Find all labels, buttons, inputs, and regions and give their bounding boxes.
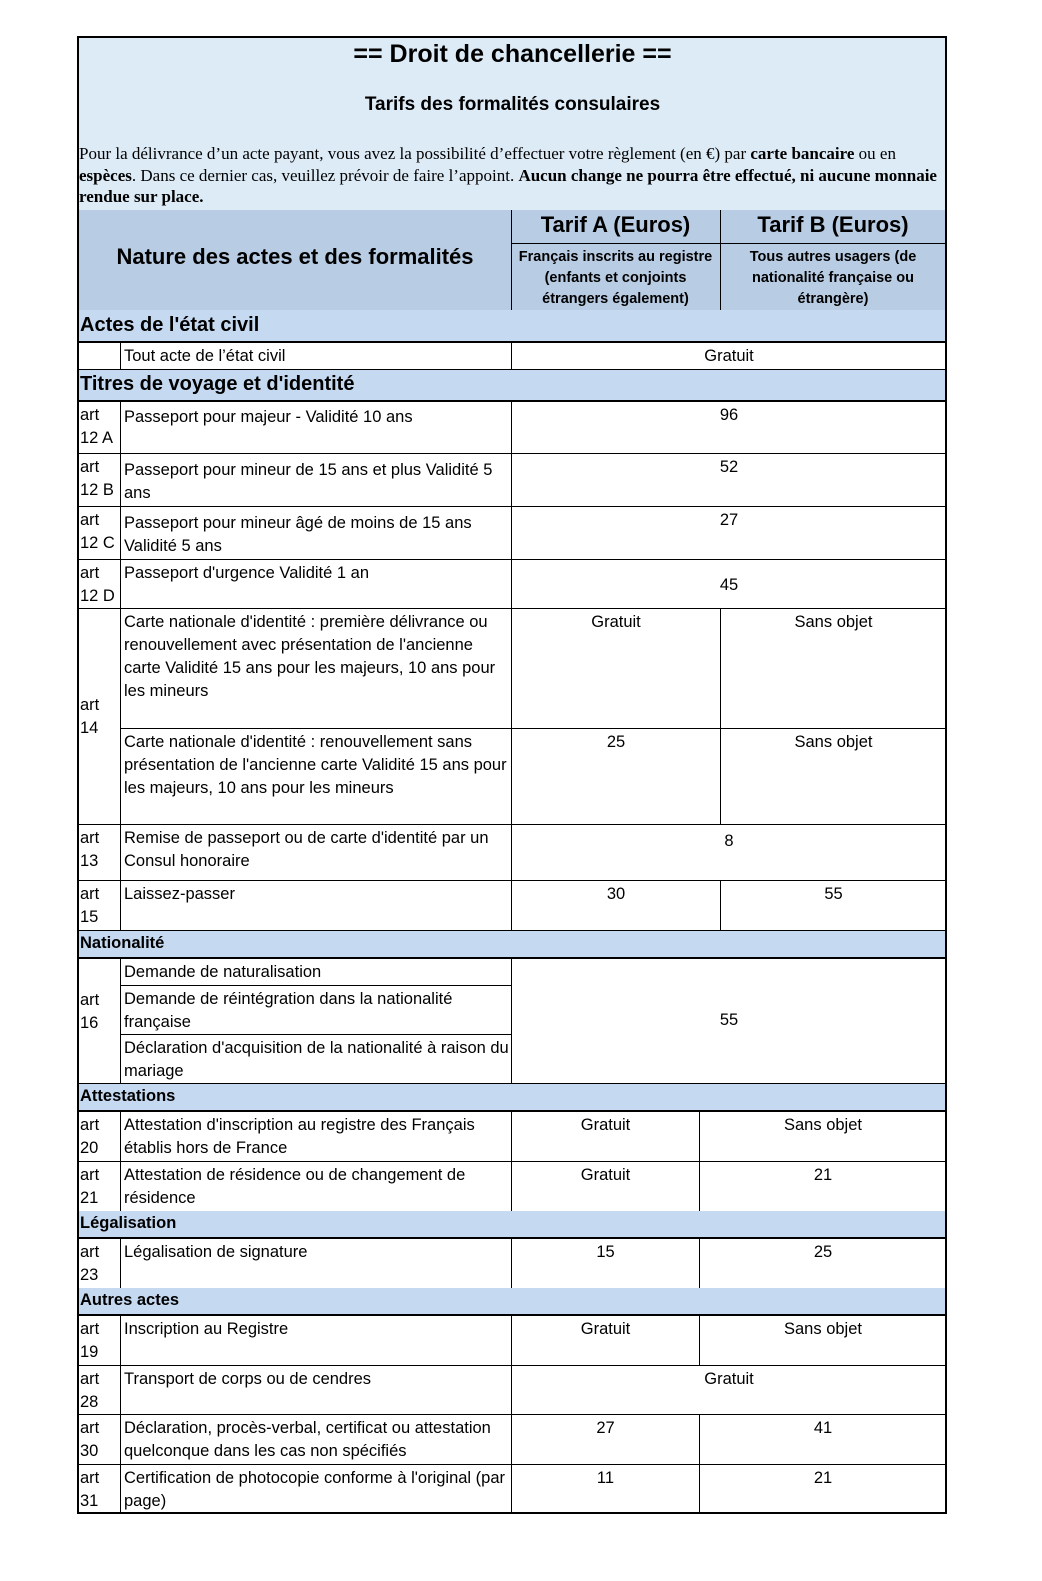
page-subtitle: Tarifs des formalités consulaires	[364, 94, 661, 115]
column-header-tarif-a: Tarif A (Euros)	[540, 212, 691, 237]
act-description: Déclaration d'acquisition de la nationalité à raison du mariage	[120, 1034, 512, 1084]
tariff-a: Gratuit	[511, 1161, 700, 1212]
tariff-merged: 8	[511, 824, 947, 881]
tariff-b: Sans objet	[699, 1315, 947, 1366]
notice-bold-cash: espèces	[79, 165, 132, 185]
section-header-autres: Autres actes	[79, 1288, 946, 1315]
tariff-b: Sans objet	[720, 608, 947, 729]
art-cell: art 31	[77, 1464, 121, 1514]
section-header-legalisation: Légalisation	[79, 1211, 946, 1238]
notice-text: ou en	[854, 144, 896, 163]
art-cell: art 12 B	[77, 453, 121, 507]
act-description: Demande de réintégration dans la nationalité française	[120, 985, 512, 1035]
act-description: Passeport pour mineur âgé de moins de 15 ans Validité 5 ans	[120, 506, 512, 560]
tariff-b: 41	[699, 1414, 947, 1465]
document-frame	[77, 36, 947, 1514]
notice-bold-warning: Aucun change ne pourra être effectué, ni aucune monnaie rendue sur place.	[79, 165, 937, 206]
column-header-nature: Nature des actes et des formalités	[116, 244, 474, 269]
tarif-a-description: Français inscrits au registre (enfants et conjoints étrangers également)	[518, 249, 713, 307]
tariff-b: 21	[699, 1161, 947, 1212]
tariff-merged: 52	[511, 453, 947, 507]
tariff-b: Sans objet	[699, 1111, 947, 1162]
act-description: Laissez-passer	[120, 880, 512, 931]
act-description: Légalisation de signature	[120, 1238, 512, 1289]
section-header-etat-civil: Actes de l'état civil	[79, 310, 946, 342]
tariff-b: 55	[720, 880, 947, 931]
art-cell: art 16	[77, 958, 121, 1084]
art-cell: art 30	[77, 1414, 121, 1465]
act-description: Passeport d'urgence Validité 1 an	[120, 559, 512, 609]
act-description: Passeport pour majeur - Validité 10 ans	[120, 401, 512, 454]
art-cell: art 21	[77, 1161, 121, 1212]
act-description: Inscription au Registre	[120, 1315, 512, 1366]
act-description: Attestation de résidence ou de changement de résidence	[120, 1161, 512, 1212]
act-description: Tout acte de l’état civil	[120, 342, 512, 370]
art-cell: art 23	[77, 1238, 121, 1289]
art-cell: art 19	[77, 1315, 121, 1366]
tariff-a: 25	[511, 728, 721, 825]
tariff-b: Sans objet	[720, 728, 947, 825]
act-description: Certification de photocopie conforme à l'original (par page)	[120, 1464, 512, 1514]
act-description: Transport de corps ou de cendres	[120, 1365, 512, 1415]
notice-text: Pour la délivrance d’un acte payant, vous avez la possibilité d’effectuer votre règlement (en €) par	[79, 144, 751, 163]
act-description: Remise de passeport ou de carte d'identité par un Consul honoraire	[120, 824, 512, 881]
act-description: Carte nationale d'identité : renouvellement sans présentation de l'ancienne carte Validité 15 ans pour les majeurs, 10 ans pour les mineurs	[120, 728, 512, 825]
tarif-b-description: Tous autres usagers (de nationalité française ou étrangère)	[749, 249, 917, 307]
tariff-b: 21	[699, 1464, 947, 1514]
tariff-merged: Gratuit	[511, 342, 947, 370]
notice-text: . Dans ce dernier cas, veuillez prévoir de faire l’appoint.	[131, 165, 519, 185]
tariff-a: 15	[511, 1238, 700, 1289]
art-cell: art 20	[77, 1111, 121, 1162]
page-title: == Droit de chancellerie ==	[353, 40, 672, 68]
tariff-a: Gratuit	[511, 608, 721, 729]
art-cell: art 12 D	[77, 559, 121, 609]
tariff-merged: Gratuit	[511, 1365, 947, 1415]
art-cell: art 14	[77, 608, 121, 825]
art-cell: art 28	[77, 1365, 121, 1415]
section-header-nationalite: Nationalité	[79, 931, 946, 958]
column-header-tarif-b: Tarif B (Euros)	[757, 212, 909, 237]
art-cell: art 12 A	[77, 401, 121, 454]
notice-bold-card: carte bancaire	[750, 144, 855, 163]
section-header-voyage: Titres de voyage et d'identité	[79, 370, 946, 401]
tariff-merged: 45	[511, 559, 947, 609]
tariff-b: 25	[699, 1238, 947, 1289]
tariff-a: 30	[511, 880, 721, 931]
art-cell: art 15	[77, 880, 121, 931]
tariff-a: Gratuit	[511, 1315, 700, 1366]
art-cell: art 12 C	[77, 506, 121, 560]
act-description: Attestation d'inscription au registre des Français établis hors de France	[120, 1111, 512, 1162]
act-description: Demande de naturalisation	[120, 958, 512, 986]
act-description: Carte nationale d'identité : première délivrance ou renouvellement avec présentation de l'ancienne carte Validité 15 ans pour les majeurs, 10 ans pour les mineurs	[120, 608, 512, 729]
tariff-merged: 27	[511, 506, 947, 560]
tariff-merged: 96	[511, 401, 947, 454]
tariff-a: 11	[511, 1464, 700, 1514]
act-description: Passeport pour mineur de 15 ans et plus Validité 5 ans	[120, 453, 512, 507]
section-header-attestations: Attestations	[79, 1084, 946, 1111]
tariff-a: 27	[511, 1414, 700, 1465]
tariff-merged: 55	[511, 958, 947, 1084]
art-cell: art 13	[77, 824, 121, 881]
tariff-a: Gratuit	[511, 1111, 700, 1162]
act-description: Déclaration, procès-verbal, certificat ou attestation quelconque dans les cas non spécifiés	[120, 1414, 512, 1465]
